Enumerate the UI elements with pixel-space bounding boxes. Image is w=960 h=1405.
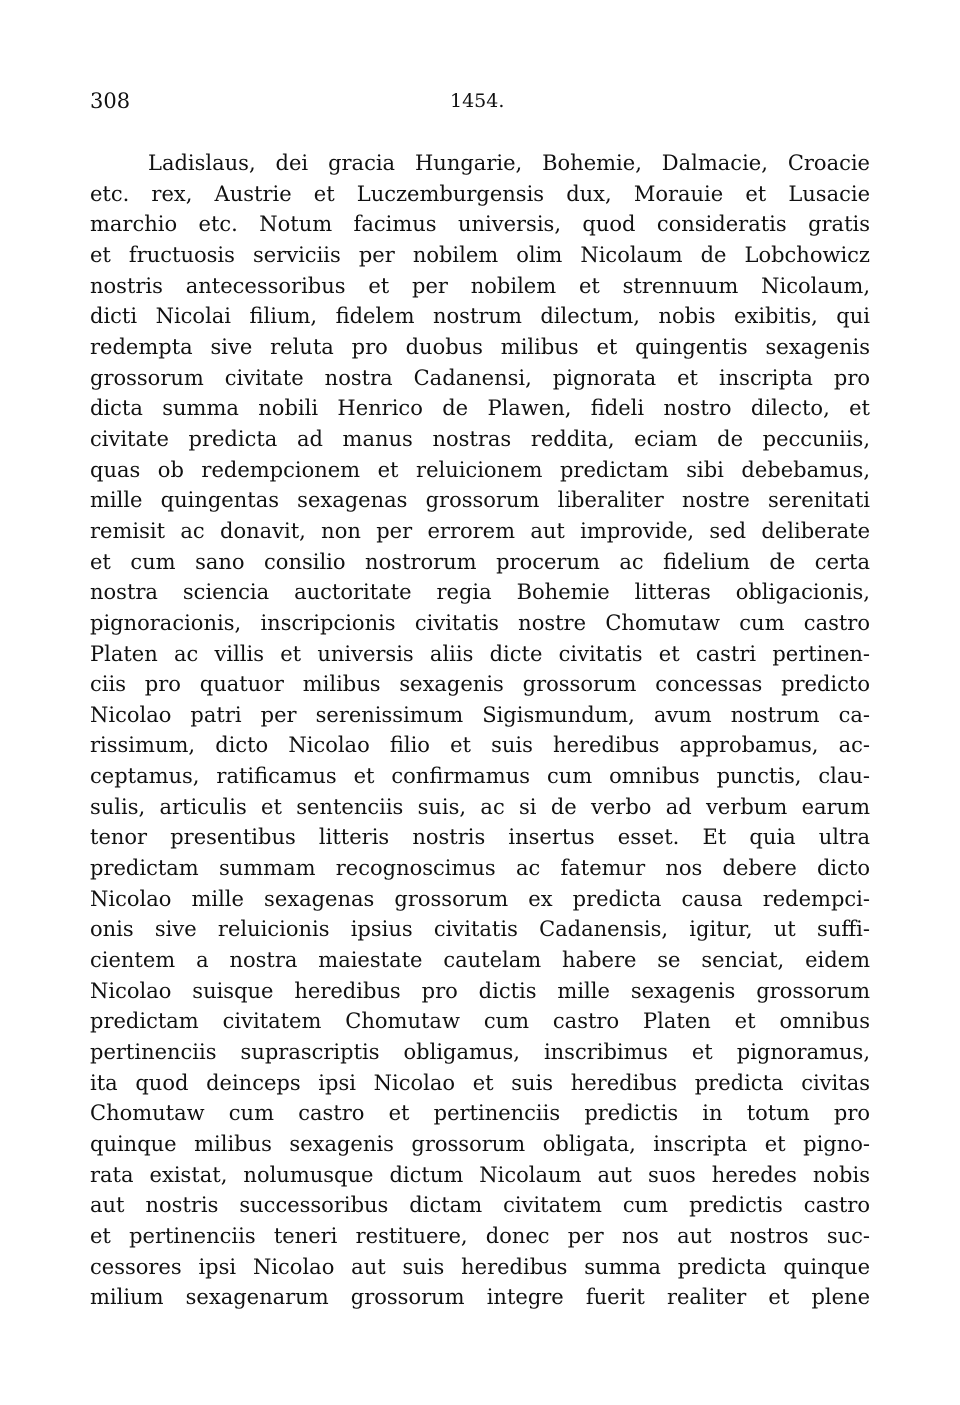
text-line: predictam civitatem Chomutaw cum castro Platen et omnibus — [90, 1009, 870, 1034]
text-line: sulis, articulis et sentenciis suis, ac si de verbo ad verbum earum — [90, 794, 870, 819]
text-line: marchio etc. Notum facimus universis, quod consideratis gratis — [90, 212, 870, 237]
text-line: redempta sive reluta pro duobus milibus et quingentis sexagenis — [90, 334, 870, 359]
text-line: nostris antecessoribus et per nobilem et strennuum Nicolaum, — [90, 273, 870, 298]
text-line: Nicolao suisque heredibus pro dictis mille sexagenis grossorum — [90, 978, 870, 1003]
running-head-year: 1454. — [450, 90, 505, 112]
text-line: ciis pro quatuor milibus sexagenis grossorum concessas predicto — [90, 672, 870, 697]
text-line: et fructuosis serviciis per nobilem olim Nicolaum de Lobchowicz — [90, 242, 870, 267]
body-text — [90, 148, 870, 1313]
text-line: rata existat, nolumusque dictum Nicolaum aut suos heredes nobis — [90, 1162, 870, 1187]
text-line: tenor presentibus litteris nostris insertus esset. Et quia ultra — [90, 825, 870, 850]
text-line: milium sexagenarum grossorum integre fuerit realiter et plene — [90, 1285, 870, 1310]
page-header — [90, 86, 870, 116]
text-line: ita quod deinceps ipsi Nicolao et suis heredibus predicta civitas — [90, 1070, 870, 1095]
page-number: 308 — [90, 89, 131, 113]
text-line: Nicolao mille sexagenas grossorum ex predicta causa redempci- — [90, 886, 870, 911]
text-line: et cum sano consilio nostrorum procerum ac fidelium de certa — [90, 549, 870, 574]
text-line: aut nostris successoribus dictam civitatem cum predictis castro — [90, 1193, 870, 1218]
text-line: et pertinenciis teneri restituere, donec per nos aut nostros suc- — [90, 1223, 870, 1248]
text-line: predictam summam recognoscimus ac fatemur nos debere dicto — [90, 856, 870, 881]
text-line: onis sive reluicionis ipsius civitatis Cadanensis, igitur, ut suffi- — [90, 917, 870, 942]
text-line: rissimum, dicto Nicolao filio et suis heredibus approbamus, ac- — [90, 733, 870, 758]
text-line: Platen ac villis et universis aliis dicte civitatis et castri pertinen- — [90, 641, 870, 666]
text-line: quinque milibus sexagenis grossorum obligata, inscripta et pigno- — [90, 1132, 870, 1156]
text-line: cientem a nostra maiestate cautelam habere se senciat, eidem — [90, 948, 870, 973]
text-line: quas ob redempcionem et reluicionem predictam sibi debebamus, — [90, 457, 870, 482]
text-line: civitate predicta ad manus nostras reddita, eciam de peccuniis, — [90, 426, 870, 451]
text-line: pignoracionis, inscripcionis civitatis nostre Chomutaw cum castro — [90, 610, 870, 635]
text-line: Nicolao patri per serenissimum Sigismundum, avum nostrum ca- — [90, 702, 870, 727]
text-line: mille quingentas sexagenas grossorum liberaliter nostre serenitati — [90, 488, 870, 513]
text-line: dicta summa nobili Henrico de Plawen, fideli nostro dilecto, et — [90, 396, 870, 421]
text-line: dicti Nicolai filium, fidelem nostrum dilectum, nobis exibitis, qui — [90, 304, 870, 329]
text-line: nostra sciencia auctoritate regia Bohemie litteras obligacionis, — [90, 580, 870, 605]
text-line: Chomutaw cum castro et pertinenciis predictis in totum pro — [90, 1101, 870, 1126]
text-line: pertinenciis suprascriptis obligamus, inscribimus et pignoramus, — [90, 1040, 870, 1065]
text-line: etc. rex, Austrie et Luczemburgensis dux, Morauie et Lusacie — [90, 181, 870, 206]
text-line: ceptamus, ratificamus et confirmamus cum omnibus punctis, clau- — [90, 764, 870, 789]
text-line: grossorum civitate nostra Cadanensi, pignorata et inscripta pro — [90, 365, 870, 390]
text-line: cessores ipsi Nicolao aut suis heredibus summa predicta quinque — [90, 1254, 870, 1279]
text-line: remisit ac donavit, non per errorem aut improvide, sed deliberate — [90, 518, 870, 543]
text-line: Ladislaus, dei gracia Hungarie, Bohemie, Dalmacie, Croacie — [148, 151, 870, 175]
